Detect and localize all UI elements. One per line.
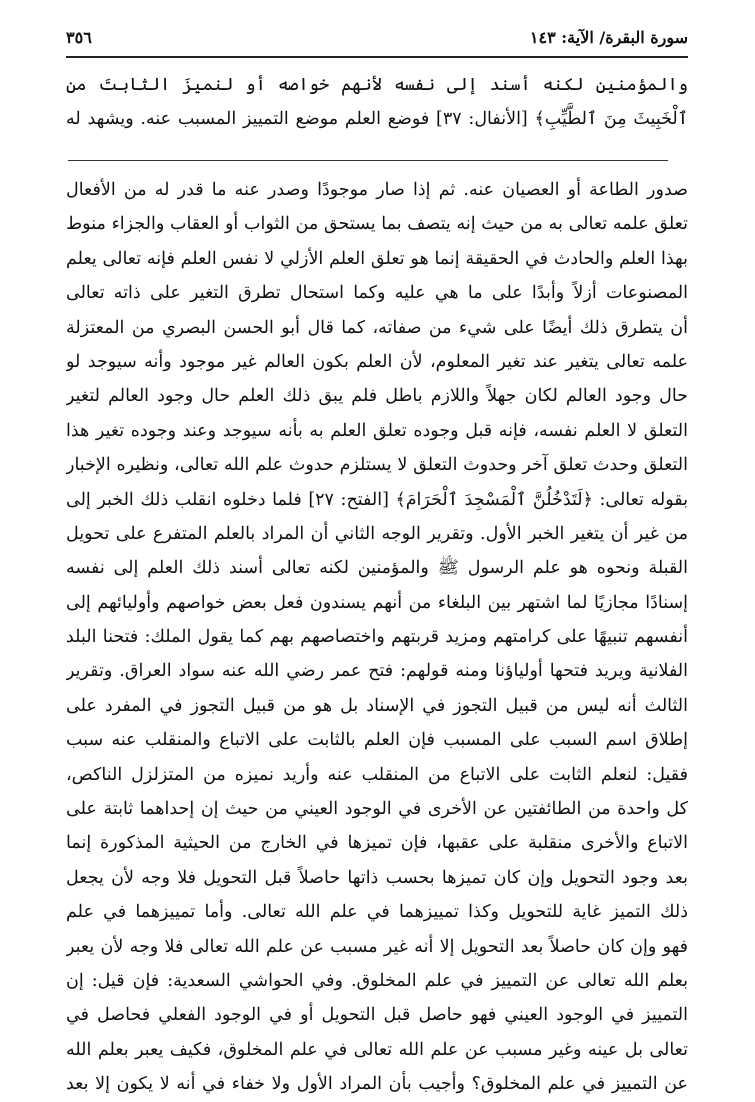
section-separator [68,160,668,161]
text-line: والمؤمنين لكنه أسند إلى نفسه لأنهم خواصه أو لنميزَ الثابتَ من [66,75,688,95]
text-line: المصنوعات أزلاً وأبدًا على ما هي عليه وكما استحال تطرق التغير على ذاته تعالى [66,283,688,304]
text-line: حال وجود العالم لكان جهلاً واللازم باطل فلم يبق ذلك العلم حال وجود العالم لتغير [66,386,688,407]
text-line: التمييز في الوجود العيني فهو حاصل قبل التحويل أو في الوجود الفعلي فحاصل في [66,1005,688,1026]
text-line: بهذا العلم والحادث في الحقيقة إنما هو تعلق العلم الأزلي لا نفس العلم فإنه تعالى يعلم [66,248,688,269]
text-line: أنفسهم تنبيهًا على كرامتهم ومزيد قربتهم واختصاصهم بهم كما يقول الملك: فتحنا البلد [66,627,688,648]
text-line: فقيل: لنعلم الثابت على الاتباع من المنقلب عنه وأريد نميزه من المتزلزل الناكص، [66,764,688,785]
text-line: الاتباع والأخرى منقلبة على عقبها، فإن تميزها في الخارج من الحيثية المذكورة إنما [66,833,688,854]
text-line: تعلق علمه تعالى به من حيث إنه يتصف بما يستحق من الثواب أو العقاب والجزاء منوط [66,214,688,235]
text-line: إطلاق اسم السبب على المسبب فإن العلم بالثابت على الاتباع والمنقلب عنه سبب [66,730,688,751]
text-line: التعلق لا العلم نفسه، فإنه قبل وجوده تعلق العلم به بأنه سيوجد وعند وجوده تغير هذا [66,420,688,441]
text-line: عن التمييز في علم المخلوق؟ وأجيب بأن المراد الأول ولا خفاء في أنه لا يكون إلا بعد [66,1074,688,1095]
text-line: القبلة ونحوه هو علم الرسول ﷺ والمؤمنين لكنه تعالى أسند ذلك العلم إلى نفسه [66,558,688,579]
text-line: ذلك التميز غاية للتحويل وكذا تمييزهما في علم الله تعالى. وأما تمييزهما في علم [66,902,688,923]
text-line: علمه تعالى يتغير عند تغير المعلوم، لأن العلم بكون العالم غير موجود وأنه سيوجد لو [66,351,688,372]
text-line: بعلم الله تعالى عن التمييز في علم المخلوق. وفي الحواشي السعدية: فإن قيل: إن [66,970,688,991]
text-line: الثالث أنه ليس من قبيل التجوز في الإسناد بل هو من قبيل التجوز في المفرد على [66,695,688,716]
text-line: تعالى بل عينه وغير مسبب عن علم الله تعالى في علم المخلوق، فكيف يعبر بعلم الله [66,1039,688,1060]
text-line: ٱلْخَبِيثَ مِنَ ٱلطَّيِّبِ﴾ [الأنفال: ٣٧] فوضع العلم موضع التمييز المسبب عنه. ويشهد له [66,109,688,130]
text-line: أن يتطرق ذلك أيضًا على شيء من صفاته، كما قال أبو الحسن البصري من المعتزلة [66,317,688,338]
header-title: سورة البقرة/ الآية: ١٤٣ [529,28,688,47]
text-line: بقوله تعالى: ﴿لَتَدْخُلُنَّ ٱلْمَسْجِدَ ٱلْحَرَامَ﴾ [الفتح: ٢٧] فلما دخلوه انقلب ذلك الخبر إلى [66,489,688,510]
text-line: من غير أن يتغير الخبر الأول. وتقرير الوجه الثاني أن المراد بالعلم المتفرع على تحويل [66,523,688,544]
text-line: الفلانية ويريد فتحها أولياؤنا ومنه قولهم: فتح عمر رضي الله عنه سواد العراق. وتقرير [66,661,688,682]
running-header [66,28,688,52]
text-line: صدور الطاعة أو العصيان عنه. ثم إذا صار موجودًا وصدر عنه ما قدر له من الأفعال [66,180,688,200]
text-line: بعد وجود التحويل وإن كان تميزها بحسب ذاتها حاصلاً قبل التحويل فلا وجه لأن يجعل [66,867,688,888]
page-number: ٣٥٦ [66,28,92,47]
text-line: فهو وإن كان حاصلاً بعد التحويل إلا أنه غير مسبب عن علم الله تعالى فلا وجه لأن يعبر [66,936,688,957]
header-rule [66,56,688,58]
text-line: التعلق وحدث تعلق آخر وحدوث التعلق لا يستلزم حدوث علم الله تعالى، ونظيره الإخبار [66,455,688,476]
text-line: إسنادًا مجازيًا لما اشتهر بين البلغاء من أنهم يسندون فعل بعض خواصهم وأوليائهم إلى [66,592,688,613]
text-line: كل واحدة من الطائفتين عن الأخرى في الوجود العيني من حيث إن إحداهما ثابتة على [66,799,688,820]
body-text-section [66,173,688,1102]
top-text-section [66,68,688,137]
